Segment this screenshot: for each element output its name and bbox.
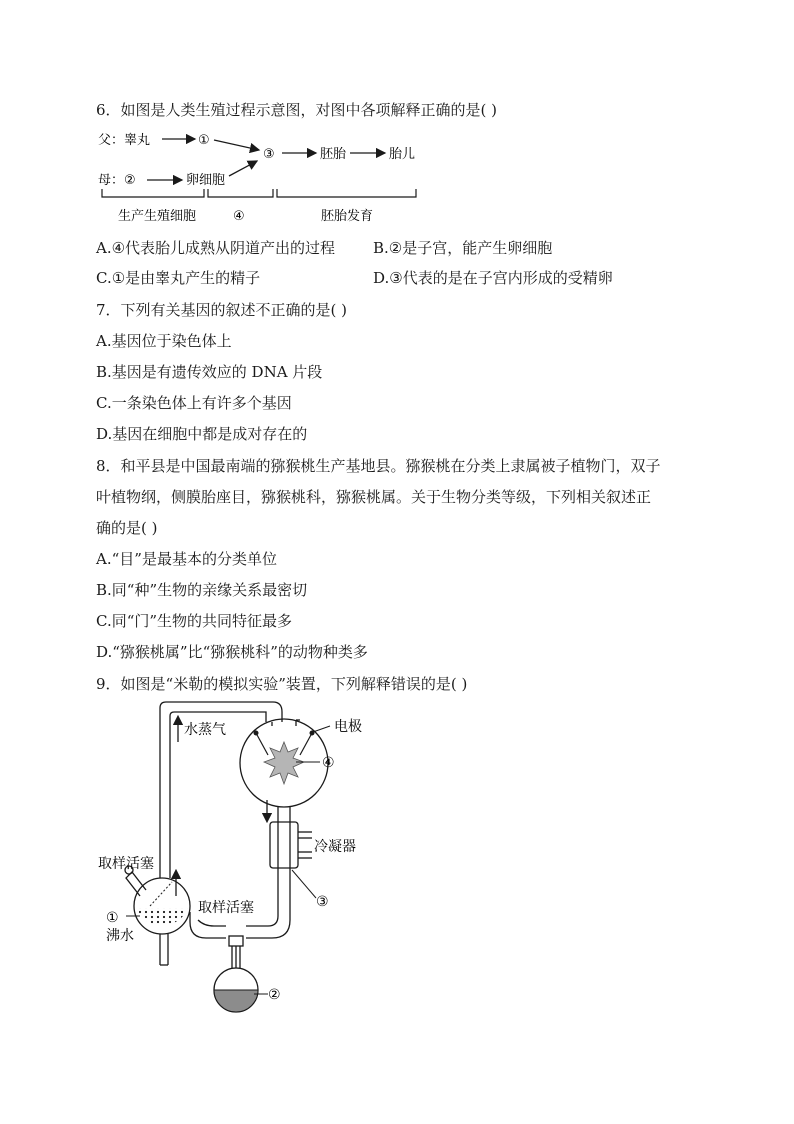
electrode-right	[300, 733, 312, 755]
mother-label: 母：②	[98, 173, 136, 188]
condenser	[270, 822, 298, 868]
n3-label: ③	[263, 147, 275, 162]
stage1-label: 生产生殖细胞	[118, 209, 197, 224]
q8-stem-line1: 8．和平县是中国最南端的猕猴桃生产基地县。猕猴桃在分类上隶属被子植物门，双子	[96, 457, 661, 475]
q8-stem-line3: 确的是( )	[96, 519, 158, 537]
condenser-label: 冷凝器	[314, 839, 356, 855]
egg-label: 卵细胞	[186, 173, 226, 188]
electrode-label: 电极	[334, 719, 362, 735]
q7-option-d[interactable]: D.基因在细胞中都是成对存在的	[96, 425, 308, 443]
n2-label: ②	[268, 987, 281, 1003]
steam-label: 水蒸气	[184, 722, 226, 738]
n1-label: ①	[198, 133, 210, 148]
q6-option-d[interactable]: D.③代表的是在子宫内形成的受精卵	[373, 269, 613, 287]
stopcock-left-label: 取样活塞	[98, 856, 154, 872]
n3-label: ③	[316, 894, 329, 910]
q6-option-b[interactable]: B.②是子宫，能产生卵细胞	[373, 239, 553, 257]
embryo-label: 胚胎	[320, 147, 347, 162]
n1-label: ①	[106, 910, 119, 926]
q8-option-a[interactable]: A.“目”是最基本的分类单位	[96, 550, 277, 568]
q6-stem: 6．如图是人类生殖过程示意图，对图中各项解释正确的是( )	[96, 101, 498, 119]
q7-option-a[interactable]: A.基因位于染色体上	[96, 332, 232, 350]
boiling-water-fill	[136, 908, 188, 926]
q7-stem: 7．下列有关基因的叙述不正确的是( )	[96, 301, 348, 319]
stopcock-mid-label: 取样活塞	[198, 900, 254, 916]
q6-option-c[interactable]: C.①是由睾丸产生的精子	[96, 269, 261, 287]
q8-stem-line2: 叶植物纲，侧膜胎座目，猕猴桃科，猕猴桃属。关于生物分类等级，下列相关叙述正	[96, 488, 652, 506]
spark	[264, 742, 304, 784]
q8-option-d[interactable]: D.“猕猴桃属”比“猕猴桃科”的动物种类多	[96, 643, 368, 661]
stage2-label: ④	[233, 209, 245, 224]
father-label: 父：睾丸	[98, 133, 151, 148]
sampling-cock-left	[126, 872, 146, 896]
stage3-label: 胚胎发育	[321, 209, 374, 224]
n4-label: ④	[322, 755, 335, 771]
electrode-left	[256, 733, 268, 755]
q7-option-c[interactable]: C.一条染色体上有许多个基因	[96, 394, 292, 412]
q9-stem: 9．如图是“米勒的模拟实验”装置，下列解释错误的是( )	[96, 675, 468, 693]
fetus-label: 胎儿	[389, 147, 416, 162]
q8-option-c[interactable]: C.同“门”生物的共同特征最多	[96, 612, 293, 630]
collected-liquid	[214, 990, 258, 1012]
boiling-label: 沸水	[106, 928, 134, 944]
q7-option-b[interactable]: B.基因是有遗传效应的 DNA 片段	[96, 363, 323, 381]
q8-option-b[interactable]: B.同“种”生物的亲缘关系最密切	[96, 581, 308, 599]
q6-option-a[interactable]: A.④代表胎儿成熟从阴道产出的过程	[96, 239, 336, 257]
